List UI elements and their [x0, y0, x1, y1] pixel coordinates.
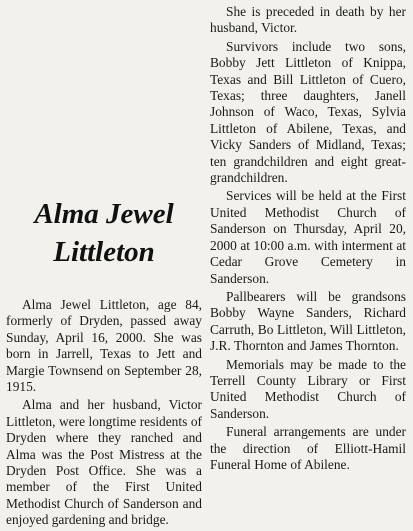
right-column-body	[210, 4, 406, 475]
left-column-body	[6, 297, 202, 531]
paragraph-pallbearers: Pallbearers will be grandsons Bobby Wayne Sanders, Richard Carruth, Bo Littleton, Will Littleton, J.R. Thornton and James Thornton.	[210, 288, 406, 354]
paragraph-preceded: She is preceded in death by her husband, Victor.	[210, 4, 406, 36]
paragraph-life: Alma and her husband, Victor Littleton, were longtime residents of Dryden where they ranched and Alma was the Post Mistress at the Dryden Post Office. She was a member of the First United Methodist Church of Sanderson and enjoyed gardening and bridge.	[6, 397, 202, 528]
paragraph-survivors: Survivors include two sons, Bobby Jett Littleton of Knippa, Texas and Bill Littleton of Cuero, Texas; three daughters, Janell Johnson of Waco, Texas, Sylvia Littleton of Abilene, Texas, and Vicky Sanders of Midland, Texas; ten grandchildren and eight great-grandchildren.	[210, 38, 406, 186]
headline-line-1: Alma Jewel	[34, 198, 174, 230]
paragraph-arrangements: Funeral arrangements are under the direction of Elliott-Hamil Funeral Home of Abilene.	[210, 424, 406, 472]
headline-line-2: Littleton	[53, 236, 155, 268]
paragraph-services: Services will be held at the First United Methodist Church of Sanderson on Thursday, April 20, 2000 at 10:00 a.m. with interment at Cedar Grove Cemetery in Sanderson.	[210, 188, 406, 286]
paragraph-intro: Alma Jewel Littleton, age 84, formerly of Dryden, passed away Sunday, April 16, 2000. She was born in Jarrell, Texas to Jett and Margie Townsend on September 28, 1915.	[6, 297, 202, 395]
paragraph-memorials: Memorials may be made to the Terrell County Library or First United Methodist Church of Sanderson.	[210, 356, 406, 421]
obituary-headline	[6, 195, 202, 271]
